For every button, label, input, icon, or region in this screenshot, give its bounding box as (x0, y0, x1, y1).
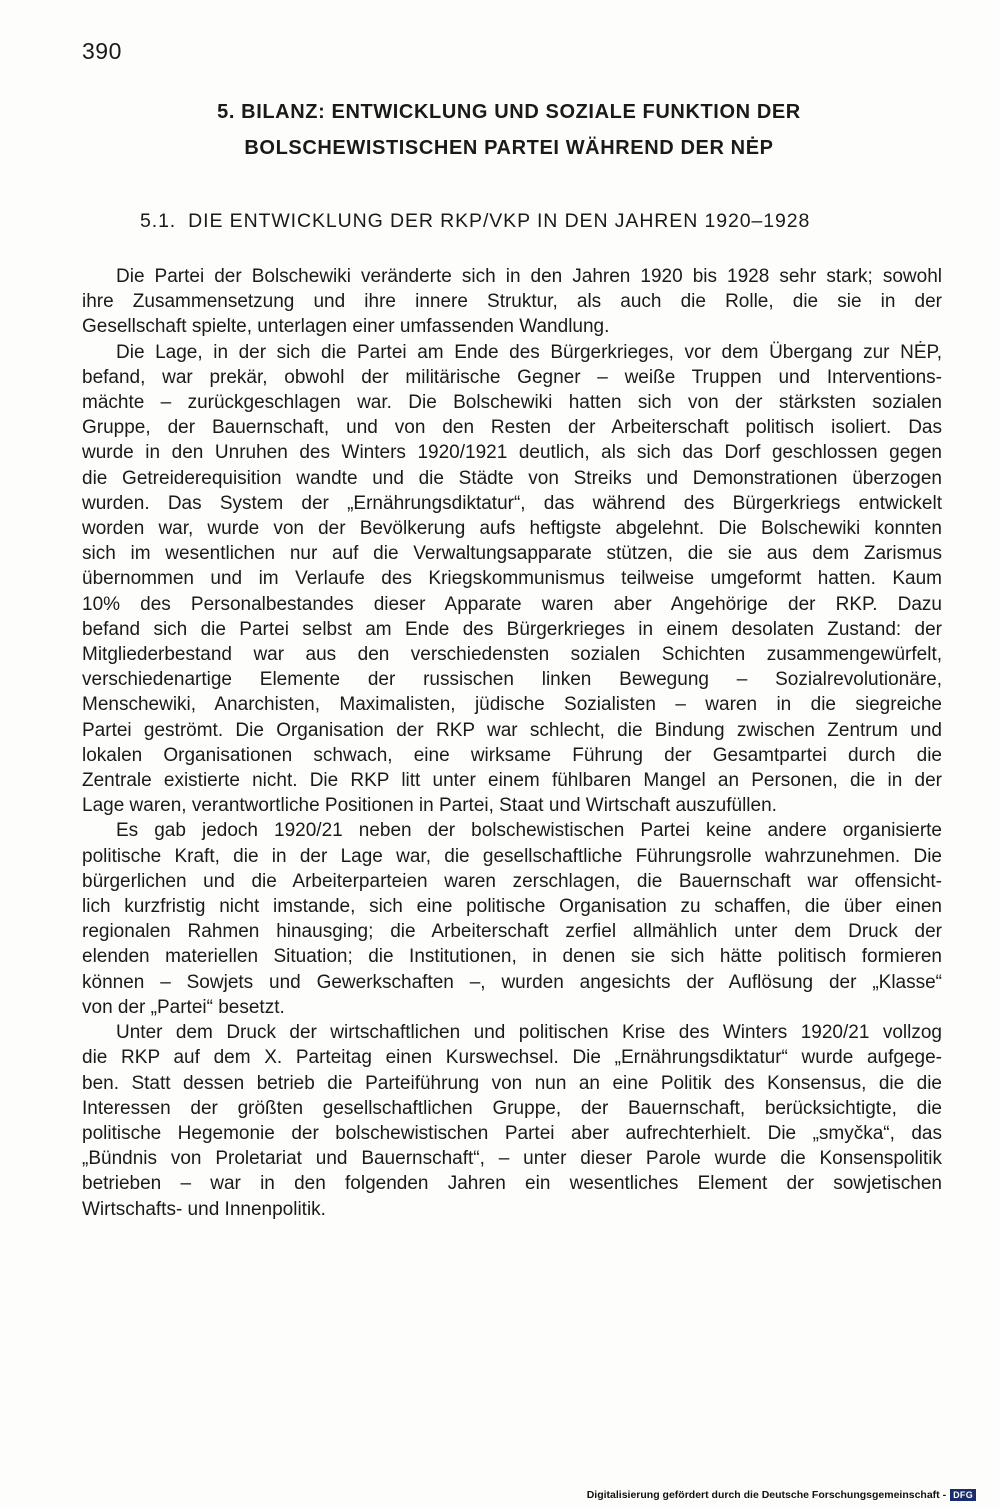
chapter-heading (150, 94, 868, 166)
text-line: Die Partei der Bolschewiki veränderte sich in den Jahren 1920 bis 1928 sehr stark; sowohl (116, 266, 942, 287)
text-line: Gruppe, der Bauernschaft, und von den Resten der Arbeiterschaft politisch isoliert. Das (82, 417, 942, 439)
paragraph (82, 818, 942, 1020)
text-line: Interessen der größten gesellschaftlichen Gruppe, der Bauernschaft, berücksichtigte, die (82, 1097, 942, 1119)
text-line: politische Hegemonie der bolschewistischen Partei aber aufrechterhielt. Die „smyčka“, das (82, 1122, 942, 1144)
text-line: Menschewiki, Anarchisten, Maximalisten, jüdische Sozialisten – waren in die siegreiche (82, 694, 942, 716)
text-line: elenden materiellen Situation; die Institutionen, in denen sie sich hätte politisch formieren (82, 946, 942, 968)
text-line: Partei geströmt. Die Organisation der RKP war schlecht, die Bindung zwischen Zentrum und (82, 719, 942, 741)
dfg-logo: DFG (950, 1489, 976, 1501)
text-line: Es gab jedoch 1920/21 neben der bolschewistischen Partei keine andere organisierte (116, 820, 942, 842)
text-line: können – Sowjets und Gewerkschaften –, wurden angesichts der Auflösung der „Klasse“ (82, 971, 942, 993)
section-heading (140, 210, 900, 233)
text-line: befand sich die Partei selbst am Ende des Bürgerkrieges in einem desolaten Zustand: der (82, 618, 942, 640)
text-line: Die Lage, in der sich die Partei am Ende des Bürgerkrieges, vor dem Übergang zur NĖP, (116, 341, 942, 363)
footer-text: Digitalisierung gefördert durch die Deutsche Forschungsgemeinschaft - (586, 1489, 947, 1501)
text-line: politische Kraft, die in der Lage war, die gesellschaftliche Führungsrolle wahrzunehmen. Die (82, 845, 942, 867)
text-line: lich kurzfristig nicht imstande, sich eine politische Organisation zu schaffen, die über einen (82, 896, 942, 918)
text-line: lokalen Organisationen schwach, eine wirksame Führung der Gesamtpartei durch die (82, 744, 942, 766)
text-line: Zentrale existierte nicht. Die RKP litt unter einem fühlbaren Mangel an Personen, die in der (82, 770, 942, 792)
text-line: mächte – zurückgeschlagen war. Die Bolschewiki hatten sich von der stärksten sozialen (82, 392, 942, 414)
body-text (82, 264, 942, 1222)
text-line: regionalen Rahmen hinausging; die Arbeiterschaft zerfiel allmählich unter dem Druck der (82, 921, 942, 943)
page-number: 390 (82, 38, 122, 64)
text-line: von der „Partei“ besetzt. (82, 996, 285, 1018)
text-line: Unter dem Druck der wirtschaftlichen und politischen Krise des Winters 1920/21 vollzog (116, 1022, 942, 1044)
text-line: Mitgliederbestand war aus den verschiedensten sozialen Schichten zusammengewürfelt, (82, 644, 942, 666)
text-line: sich im wesentlichen nur auf die Verwaltungsapparate stützen, die sie aus dem Zarismus (82, 543, 942, 565)
text-line: 10% des Personalbestandes dieser Apparate waren aber Angehörige der RKP. Dazu (82, 593, 942, 615)
text-line: „Bündnis von Proletariat und Bauernschaft“, – unter dieser Parole wurde die Konsenspolitik (82, 1148, 942, 1170)
text-line: wurde in den Unruhen des Winters 1920/1921 deutlich, als sich das Dorf geschlossen gegen (82, 442, 942, 464)
text-line: Lage waren, verantwortliche Positionen in Partei, Staat und Wirtschaft auszufüllen. (82, 795, 777, 817)
text-line: worden war, wurde von der Bevölkerung aufs heftigste abgelehnt. Die Bolschewiki konnten (82, 518, 942, 540)
text-line: Wirtschafts- und Innenpolitik. (82, 1198, 326, 1220)
text-line: befand, war prekär, obwohl der militärische Gegner – weiße Truppen und Interventions- (82, 366, 942, 388)
text-line: betrieben – war in den folgenden Jahren ein wesentliches Element der sowjetischen (82, 1173, 942, 1195)
text-line: ihre Zusammensetzung und ihre innere Struktur, als auch die Rolle, die sie in der (82, 291, 942, 313)
paragraph (82, 340, 942, 819)
text-line: die Getreiderequisition wandte und die Städte von Streiks und Demonstrationen überzogen (82, 467, 942, 489)
section-number: 5.1. (140, 210, 177, 232)
text-line: ben. Statt dessen betrieb die Parteiführung von nun an eine Politik des Konsensus, die die (82, 1072, 942, 1094)
text-line: die RKP auf dem X. Parteitag einen Kurswechsel. Die „Ernährungsdiktatur“ wurde aufgege- (82, 1047, 942, 1069)
section-title: DIE ENTWICKLUNG DER RKP/VKP IN DEN JAHREN 1920–1928 (188, 210, 811, 232)
text-line: Gesellschaft spielte, unterlagen einer umfassenden Wandlung. (82, 316, 610, 338)
text-line: wurden. Das System der „Ernährungsdiktatur“, das während des Bürgerkriegs entwickelt (82, 492, 942, 514)
paragraph (82, 264, 942, 340)
footer (587, 1489, 976, 1501)
text-line: übernommen und im Verlaufe des Kriegskommunismus teilweise umgeformt hatten. Kaum (82, 568, 942, 590)
text-line: verschiedenartige Elemente der russischen linken Bewegung – Sozialrevolutionäre, (82, 669, 942, 691)
text-line: bürgerlichen und die Arbeiterparteien waren zerschlagen, die Bauernschaft war offensicht- (82, 870, 942, 892)
paragraph (82, 1020, 942, 1222)
chapter-heading-line: BOLSCHEWISTISCHEN PARTEI WÄHREND DER NĖP (244, 137, 774, 159)
chapter-heading-line: 5. BILANZ: ENTWICKLUNG UND SOZIALE FUNKTION DER (217, 101, 801, 123)
